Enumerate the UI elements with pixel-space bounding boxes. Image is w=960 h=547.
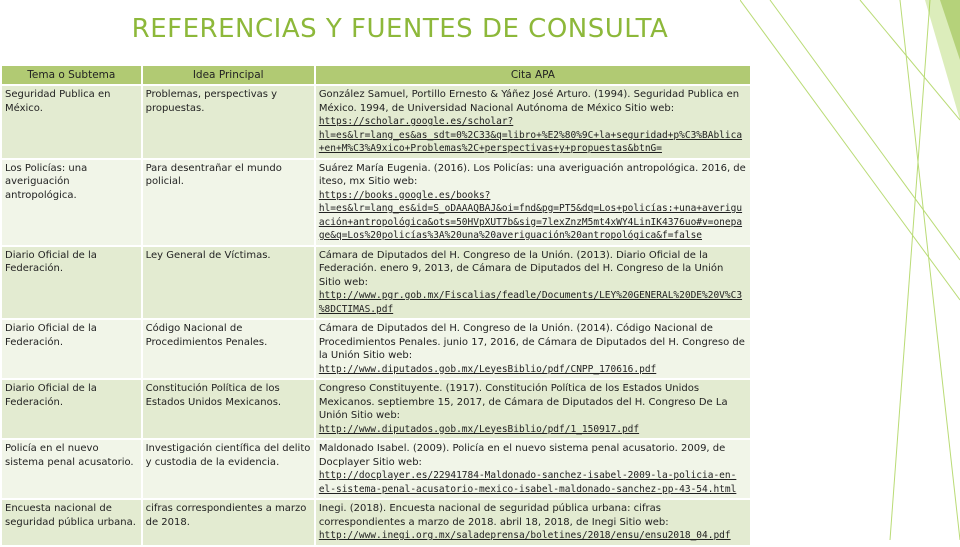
citation-link[interactable]: http://www.inegi.org.mx/saladeprensa/boletines/2018/ensu/ensu2018_04.pdf: [318, 530, 731, 541]
cell-cita: [316, 320, 750, 378]
header-tema: Tema o Subtema: [2, 66, 141, 84]
citation-text: Cámara de Diputados del H. Congreso de la Unión. (2013). Diario Oficial de la Federación. enero 9, 2013, de Cámara de Diputados del H. Congreso de la Unión Sitio web:: [318, 249, 724, 288]
cell-cita: [316, 440, 750, 498]
cell-idea: Código Nacional de Procedimientos Penales.: [143, 320, 314, 378]
cell-cita: [316, 160, 750, 245]
table-row: [2, 86, 750, 158]
citation-text: Cámara de Diputados del H. Congreso de la Unión. (2014). Código Nacional de Procedimientos Penales. junio 17, 2016, de Cámara de Diputados del H. Congreso de la Unión Sitio web:: [318, 323, 745, 361]
table-row: [2, 247, 750, 319]
table-row: [2, 380, 750, 438]
cell-idea: Para desentrañar el mundo policial.: [143, 160, 314, 245]
table-row: [2, 160, 750, 245]
cell-tema: Diario Oficial de la Federación.: [2, 320, 141, 378]
citation-text: Suárez María Eugenia. (2016). Los Policías: una averiguación antropológica. 2016, de iteso, mx Sitio web:: [318, 162, 746, 187]
table-row: [2, 440, 750, 498]
table-row: [2, 320, 750, 378]
citation-link[interactable]: https://books.google.es/books?hl=es&lr=lang_es&id=S_oDAAAQBAJ&oi=fnd&pg=PT5&dq=Los+policías:+una+averiguación+antropológica&ots=50HVpXUT7b&sig=7lexZnzM5mt4xWY4LinIK4376uo#v=onepage&q=Los%20policías%3A%20una%20averiguación%20antropológica&f=false: [318, 189, 743, 241]
cell-cita: [316, 247, 750, 319]
cell-idea: Ley General de Víctimas.: [143, 247, 314, 319]
cell-cita: [316, 380, 750, 438]
references-table: [0, 64, 752, 547]
page-title: REFERENCIAS Y FUENTES DE CONSULTA: [131, 14, 669, 44]
cell-cita: [316, 86, 750, 158]
citation-text: González Samuel, Portillo Ernesto & Yáñez José Arturo. (1994). Seguridad Publica en México. 1994, de Universidad Nacional Autónoma de México Sitio web:: [318, 89, 740, 114]
citation-link[interactable]: http://docplayer.es/22941784-Maldonado-sanchez-isabel-2009-la-policia-en-el-sistema-penal-acusatorio-mexico-isabel-maldonado-sanchez-pp-43-54.html: [318, 470, 737, 495]
cell-idea: Problemas, perspectivas y propuestas.: [143, 86, 314, 158]
citation-link[interactable]: http://www.diputados.gob.mx/LeyesBiblio/pdf/CNPP_170616.pdf: [318, 363, 657, 375]
table-row: [2, 500, 750, 545]
citation-text: Congreso Constituyente. (1917). Constitución Política de los Estados Unidos Mexicanos. septiembre 15, 2017, de Cámara de Diputados del H. Congreso De La Unión Sitio web:: [318, 383, 728, 421]
cell-idea: Investigación científica del delito y custodia de la evidencia.: [143, 440, 314, 498]
cell-idea: cifras correspondientes a marzo de 2018.: [143, 500, 314, 545]
header-idea: Idea Principal: [143, 66, 314, 84]
cell-cita: [316, 500, 750, 545]
table-header-row: [2, 66, 750, 84]
cell-tema: Los Policías: una averiguación antropológica.: [2, 160, 141, 245]
header-cita: Cita APA: [316, 66, 750, 84]
cell-tema: Diario Oficial de la Federación.: [2, 380, 141, 438]
citation-link[interactable]: http://www.diputados.gob.mx/LeyesBiblio/pdf/1_150917.pdf: [318, 423, 640, 435]
decorative-corner-lines: [740, 0, 960, 540]
citation-link[interactable]: https://scholar.google.es/scholar?hl=es&lr=lang_es&as_sdt=0%2C33&q=libro+%E2%80%9C+la+seguridad+p%C3%BAblica+en+M%C3%A9xico+Problemas%2C+perspectivas+y+propuestas&btnG=: [318, 116, 743, 154]
cell-tema: Seguridad Publica en México.: [2, 86, 141, 158]
cell-tema: Policía en el nuevo sistema penal acusatorio.: [2, 440, 141, 498]
citation-text: Inegi. (2018). Encuesta nacional de seguridad pública urbana: cifras correspondientes a marzo de 2018. abril 18, 2018, de Inegi Sitio web:: [318, 503, 669, 528]
cell-idea: Constitución Política de los Estados Unidos Mexicanos.: [143, 380, 314, 438]
citation-text: Maldonado Isabel. (2009). Policía en el nuevo sistema penal acusatorio. 2009, de Docplayer Sitio web:: [318, 443, 726, 468]
cell-tema: Diario Oficial de la Federación.: [2, 247, 141, 319]
cell-tema: Encuesta nacional de seguridad pública urbana.: [2, 500, 141, 545]
citation-link[interactable]: http://www.pgr.gob.mx/Fiscalias/feadle/Documents/LEY%20GENERAL%20DE%20V%C3%8DCTIMAS.pdf: [318, 290, 743, 315]
